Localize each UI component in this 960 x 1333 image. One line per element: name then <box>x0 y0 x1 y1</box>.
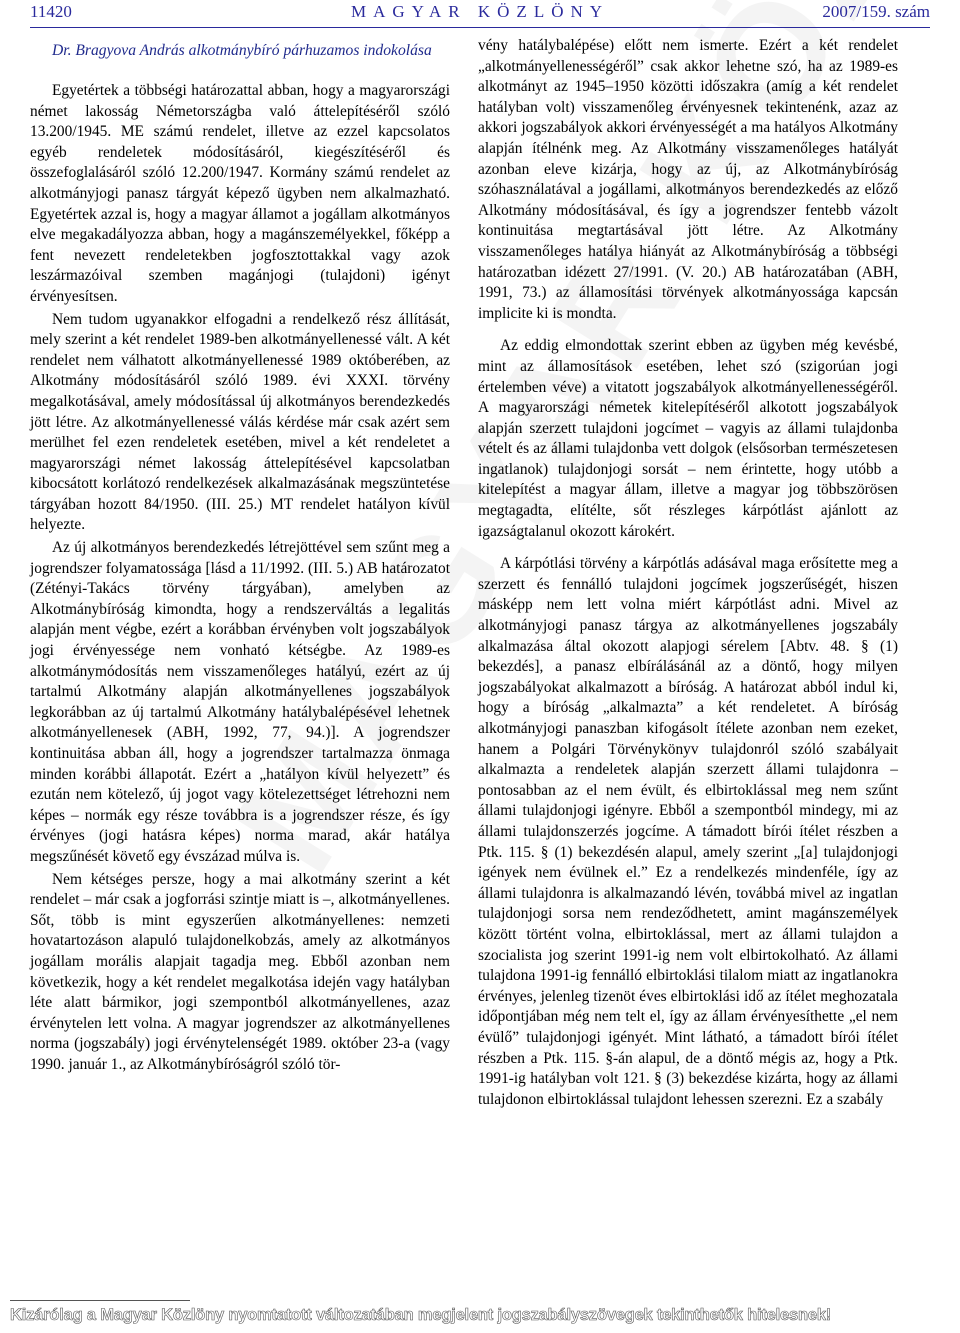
footer-rule <box>10 1300 190 1301</box>
paragraph: Nem kétséges persze, hogy a mai alkotmány szerint a két rendelet – már csak a jogforrási szintje miatt is –, alkotmányellenes. Sőt, több is mint egyszerűen alkotmányellenes: nemzeti hovatartozáson alapuló tulajdonelkobzás, amely az alkotmányos jogállam morális alapjait tagadja meg. Ebből azonban nem következik, hogy a két rendelet megalkotása idején vagy hatályban léte alatt bármikor, jogi szempontból alkotmányellenes, azaz érvénytelen lett volna. A magyar jogrendszer az alkotmányellenes norma (jogszabály) jogi érvénytelenségét 1989. október 23-a (vagy 1990. január 1., az Alkotmánybíróságról szóló tör- <box>30 870 450 1073</box>
publication-title: MAGYAR KÖZLÖNY <box>350 2 610 21</box>
paragraph: Az eddig elmondottak szerint ebben az ügyben még kevésbé, mint az államosítások esetében, lehet szó (szigorúan jogi értelemben véve) a vitatott jogszabályok alkotmányellenességéről. A magyarországi németek kitelepítéséről alkotott jogszabályok alapján szerzett tulajdoni jogcímet – vagyis az állami tulajdonba vételt és az állami tulajdonba vett dolgok (elsősorban természetesen ingatlanok) tulajdonjogi sorsát – nem érintette, hogy utóbb a kitelepítést a magyar állam, illetve a magyar jog többszörösen megtagadta, elítélte, sőt részleges kárpótlást ajánlott az igazságtalanul okozott károkért. <box>478 337 898 540</box>
page-header <box>30 2 930 28</box>
page-number: 11420 <box>30 2 72 21</box>
paragraph: Az új alkotmányos berendezkedés létrejöttével sem szűnt meg a jogrendszer folyamatossága [lásd a 11/1992. (III. 5.) AB határozatot (Zétényi-Takács törvény tárgyában), amelyben az Alkotmánybíróság kimondta, hogy a rendszerváltás a legalitás alapján ment végbe, ezért a korábban érvényben volt jogszabályok jogi érvényessége nem vonható kétségbe. Az 1989-es alkotmánymódosítás nem visszamenőleges hatályú, ezért az új tartalmú Alkotmány alapján alkotmányellenes jogszabályok legkorábban az új tartalmú Alkotmány hatálybalépésével lehetnek alkotmányellenesek (ABH, 1992, 77, 94.)]. A jogrendszer kontinuitása abban áll, hogy a jogrendszer tartalmazza önmaga minden korábbi állapotát. Ezért a „hatályon kívül helyezett” és ezután nem kötelező, új jogot vagy kötelezettséget létrehozni nem képes – normák egy része továbbra is a jogrendszer része, és így érvényes (jogi hatásra képes) norma marad, akár hatálya megszűnését követő egy évszázad múlva is. <box>30 539 450 865</box>
authenticity-notice: Kizárólag a Magyar Közlöny nyomtatott változatában megjelent jogszabályszövegek tekinthetők hitelesnek! <box>10 1306 832 1324</box>
right-column <box>478 36 898 1110</box>
opinion-author: Dr. Bragyova András alkotmánybíró párhuzamos indokolása <box>52 42 432 59</box>
paragraph: Egyetértek a többségi határozattal abban, hogy a magyarországi német lakosság Németországba való áttelepítéséről szóló 13.200/1945. ME számú rendelet, illetve az ezzel kapcsolatos egyéb rendeletek módosításáról, kiegészítéséről és összefoglalásáról szóló 12.200/1947. Kormány számú rendelet az alkotmányjogi panasz tárgyát képező ügyben nem alkalmazható. Egyetértek azzal is, hogy a magyar államot a jogállam alkotmányos elve megakadályozza abban, hogy a magánszemélyekkel, főképp a fent nevezett rendeletekben jogfosztottakkal vagy azok leszármazóival szemben magánjogi (tulajdoni) igényt érvényesítsen. <box>30 82 450 305</box>
left-column <box>30 36 450 1076</box>
paragraph: vény hatálybalépése) előtt nem ismerte. Ezért a két rendelet „alkotmányellenességéről” csak akkor lehetne szó, ha az 1989-es alkotmányt az 1945–1950 közötti időszakra (amíg a két rendelet hatályban volt) visszamenőleg érvényesnek tekintenénk, azaz az akkori jogszabályok akkori érvényességét a ma hatályos Alkotmány alapján ítélnénk meg. Az Alkotmány visszamenőleges hatályát azonban eleve kizárja, hogy az új, az Alkotmánybíróság szóhasználatával a jogállami, alkotmányos berendezkedés az előző Alkotmány módosításával, és így a jogrendszer fentebb vázolt kontinuitása megtartásával jött létre. Az Alkotmány visszamenőleges hatálya hiányát az Alkotmánybíróság a többségi határozatban idézett 27/1991. (V. 20.) AB határozatában (ABH, 1991, 73.) az államosítási törvények alkotmányossága kapcsán implicite ki is mondta. <box>478 37 898 322</box>
issue-number: 2007/159. szám <box>822 2 930 21</box>
header-rule <box>30 27 930 28</box>
paragraph: A kárpótlási törvény a kárpótlás adásával maga erősítette meg a szerzett és fennálló tulajdoni jogcímek jogszerűségét, hiszen másképp nem lett volna miért kárpótlást adni. Mivel az alkotmányjogi panasz tárgya az alkotmányellenes jogszabály alkalmazása által okozott alapjogi sérelem [Abtv. 48. § (1) bekezdés], a panasz elbírálásánál az a döntő, hogy milyen jogszabályokat alkalmazott a bíróság. A határozat abból indul ki, hogy a bíróság „alkalmazta” a két rendeletet. A bíróság alkotmányjogi panaszban kifogásolt ítélete azonban nem ezeket, hanem a Polgári Törvénykönyv tulajdonról szóló szabályait alkalmazta a rendeletek alapján szerzett állami tulajdonra – pontosabban az el nem évült, és elbirtoklással meg nem szűnt állami tulajdonjogi igényre. Ebből a szempontból mindegy, mi az állami tulajdonszerzés jogcíme. A támadott bírói ítélet részben a Ptk. 115. § (1) bekezdésén alapul, amely szerint „[a] tulajdonjogi igények nem évülnek el.” Ez a rendelkezés mindenféle, így az állami tulajdonra is alkalmazandó lévén, továbbá mivel az ingatlan tulajdonjogi sorsa nem rendeződhetett, amint magánszemélyek között történt volna, elbirtoklással, mert az állami tulajdon a szocialista jog szerint 1991-ig nem volt elbirtokolható. Az állami tulajdona 1991-ig fennálló elbirtoklási tilalom miatt az ingatlanokra érvényes, jelenleg tizenöt éves elbirtoklási idő az ítélet meghozatala időpontjában még nem telt el, így az állam érvényesíthette „el nem évülő” tulajdonjogi igényét. Mint látható, a támadott bírói ítélet részben a Ptk. 115. §-án alapul, de a döntő mégis az, hogy a Ptk. 1991-ig hatályban volt 121. § (3) bekezdése kizárta, hogy az állami tulajdonon elbirtoklással tulajdont lehessen szerezni. Ez a szabály <box>478 555 898 1108</box>
paragraph: Nem tudom ugyanakkor elfogadni a rendelkező rész állítását, mely szerint a két rendelet 1989-ben alkotmányellenessé vált. A két rendelet nem válhatott alkotmányellenessé 1989 októberében, az Alkotmány módosításáról szóló 1989. évi XXXI. törvény megalkotásával, amely módosítással új alkotmányos berendezkedés jött létre. Az alkotmányellenessé válás kérdése már csak azért sem merülhet fel ezen rendeletek esetében, mivel a két rendeletet a magyarországi német lakosság áttelepítésével kapcsolatban kibocsátott korlátozó rendelkezések alkalmazásának megszüntetése tárgyában hozott 84/1950. (III. 25.) MT rendelet hatályon kívül helyezte. <box>30 310 450 534</box>
